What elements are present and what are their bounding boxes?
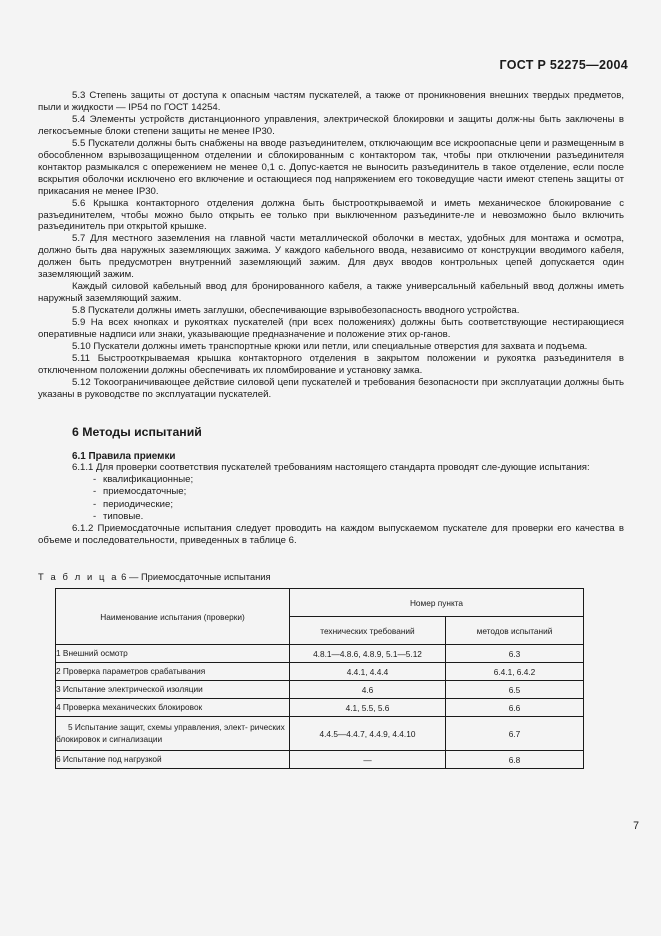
list-item-label: квалификационные;: [103, 473, 194, 485]
list-item-label: периодические;: [103, 498, 173, 510]
document-body: [38, 90, 624, 769]
cell-requirements: 4.1, 5.5, 5.6: [290, 699, 446, 717]
table-head: [56, 589, 584, 645]
list-item-label: приемосдаточные;: [103, 486, 187, 498]
dash-marker: -: [93, 486, 97, 498]
cell-test-name: [56, 717, 290, 751]
clause-5-10: 5.10 Пускатели должны иметь транспортные крюки или петли, или специальные отверстия для захвата и подъема.: [72, 341, 588, 353]
cell-methods: 6.8: [446, 751, 584, 769]
list-item: [38, 511, 624, 523]
cell-test-name-line2: рических блокировок и сигнализации: [56, 722, 285, 744]
test-types-list: [38, 474, 624, 524]
table-row: [56, 751, 584, 769]
table-row: [56, 681, 584, 699]
clause-5-6: 5.6 Крышка контакторного отделения должна быть быстрооткрываемой и иметь механическое блокирование с разъединителем, чтобы можно было открыть ее только при выключенном разъедините-ле и невозможно было включить разъединитель при открытой крышке.: [38, 197, 624, 233]
clause-5-5: 5.5 Пускатели должны быть снабжены на вводе разъединителем, отключающим все искроопасные цепи и размещенным в обособленном взрывозащищенном отделении и сблокированным с контактором так, чтобы при отключении разъединителя контактор размыкался с опережением не менее 0,1 с. Допус-кается не выносить разъединитель в такое отделение, если после вскрытия оболочки исключено его включение и остающиеся под напряжением его токоведущие части имеют степень защиты от прикасания не менее IP30.: [38, 137, 624, 197]
cell-methods: 6.5: [446, 681, 584, 699]
column-header-name: Наименование испытания (проверки): [56, 589, 290, 645]
clause-5-7: 5.7 Для местного заземления на главной части металлической оболочки в местах, удобных для монтажа и осмотра, должно быть два наружных заземляющих зажима. У каждого кабельного ввода, независимо от конструкции вводимого кабеля, должен быть предусмотрен внутренний заземляющий зажим. Для двух вводов контрольных цепей допускается один заземляющий зажим.: [38, 233, 624, 281]
table-caption: [38, 571, 624, 582]
table-row: [56, 645, 584, 663]
clause-6-1-1: 6.1.1 Для проверки соответствия пускателей требованиям настоящего стандарта проводят сле-дующие испытания:: [72, 461, 590, 473]
clause-5-8: 5.8 Пускатели должны иметь заглушки, обеспечивающие взрывобезопасность вводного устройства.: [72, 305, 520, 317]
column-header-requirements: технических требований: [290, 617, 446, 645]
list-item: [38, 474, 624, 486]
section-6-1-heading: 6.1 Правила приемки: [72, 450, 176, 462]
cell-test-name: 1 Внешний осмотр: [56, 645, 290, 663]
section-6-heading: 6 Методы испытаний: [72, 424, 202, 439]
cell-methods: 6.3: [446, 645, 584, 663]
clause-5-11: 5.11 Быстрооткрываемая крышка контакторного отделения в закрытом положении и рукоятка разъединителя в отключенном положении должны обеспечивать их пломбирование и установку замка.: [38, 352, 624, 376]
cell-test-name-line1: 5 Испытание защит, схемы управления, элект-: [68, 722, 248, 733]
clause-5-9: 5.9 На всех кнопках и рукоятках пускателей (при всех положениях) должны быть соответствующие нестирающиеся оперативные надписи или знаки, указывающие предназначение и положение этих ор-ганов.: [38, 317, 624, 341]
cell-methods: 6.7: [446, 717, 584, 751]
cell-test-name: 2 Проверка параметров срабатывания: [56, 663, 290, 681]
cell-methods: 6.4.1, 6.4.2: [446, 663, 584, 681]
page-number: 7: [633, 820, 639, 832]
cell-methods: 6.6: [446, 699, 584, 717]
dash-marker: -: [93, 473, 97, 485]
table-caption-title: 6 — Приемосдаточные испытания: [121, 571, 271, 583]
clause-5-7-paragraph-2: Каждый силовой кабельный ввод для бронированного кабеля, а также универсальный кабельный ввод должны иметь наружный заземляющий зажим.: [38, 281, 624, 305]
table-row: [56, 663, 584, 681]
cell-test-name: 4 Проверка механических блокировок: [56, 699, 290, 717]
clause-5-3: 5.3 Степень защиты от доступа к опасным частям пускателей, а также от проникновения внешних твердых предметов, пыли и жидкости — IP54 по ГОСТ 14254.: [38, 90, 624, 113]
cell-requirements: 4.4.5—4.4.7, 4.4.9, 4.4.10: [290, 717, 446, 751]
column-header-methods: методов испытаний: [446, 617, 584, 645]
column-header-group: Номер пункта: [290, 589, 584, 617]
table-row: [56, 699, 584, 717]
cell-requirements: 4.4.1, 4.4.4: [290, 663, 446, 681]
dash-marker: -: [93, 498, 97, 510]
table-body: [56, 645, 584, 769]
table-row: [56, 717, 584, 751]
dash-marker: -: [93, 510, 97, 522]
standard-header: ГОСТ Р 52275—2004: [499, 58, 628, 72]
clause-5-12: 5.12 Токоограничивающее действие силовой цепи пускателей и требования безопасности при эксплуатации должны быть указаны в руководстве по эксплуатации пускателей.: [38, 376, 624, 400]
acceptance-tests-table: [55, 588, 584, 769]
list-item: [38, 499, 624, 511]
table-caption-label: Т а б л и ц а: [38, 571, 119, 583]
list-item-label: типовые.: [103, 510, 144, 522]
cell-test-name: 6 Испытание под нагрузкой: [56, 751, 290, 769]
clause-6-1-2: 6.1.2 Приемосдаточные испытания следует проводить на каждом выпускаемом пускателе для проверки его качества в объеме и последовательности, приведенных в таблице 6.: [38, 523, 624, 547]
cell-requirements: —: [290, 751, 446, 769]
cell-test-name: 3 Испытание электрической изоляции: [56, 681, 290, 699]
cell-requirements: 4.6: [290, 681, 446, 699]
cell-requirements: 4.8.1—4.8.6, 4.8.9, 5.1—5.12: [290, 645, 446, 663]
list-item: [38, 486, 624, 498]
clause-5-4: 5.4 Элементы устройств дистанционного управления, электрической блокировки и защиты долж-ны быть заключены в легкосъемные блоки степени защиты не менее IP30.: [38, 113, 624, 137]
